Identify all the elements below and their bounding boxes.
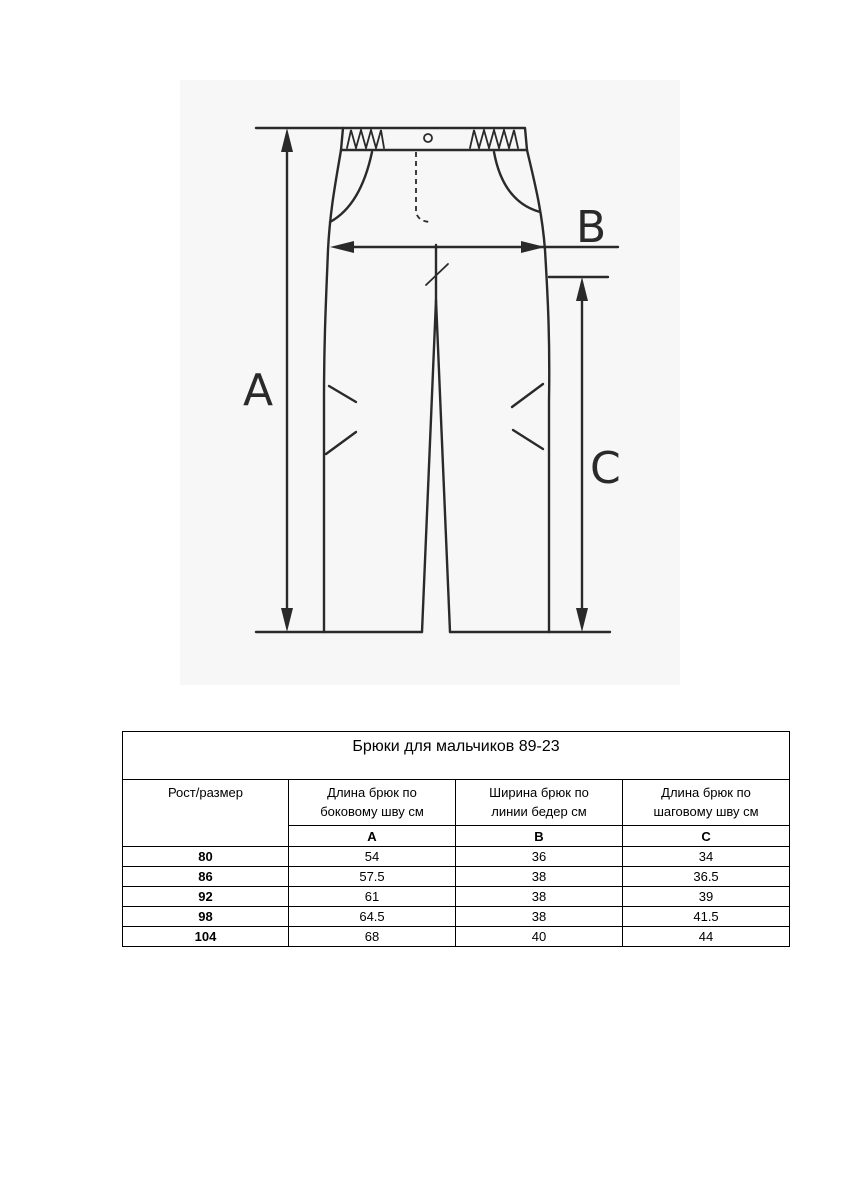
row-value-c: 36.5 xyxy=(623,867,790,887)
header-inseam-length xyxy=(623,780,790,826)
row-value-b: 36 xyxy=(456,847,623,867)
row-value-b: 38 xyxy=(456,867,623,887)
header-letter-b: B xyxy=(456,826,623,847)
row-value-b: 38 xyxy=(456,887,623,907)
header-hip-width-line1: Ширина брюк по xyxy=(489,785,589,800)
table-row xyxy=(123,927,790,947)
row-value-b: 38 xyxy=(456,907,623,927)
row-size: 98 xyxy=(123,907,289,927)
row-size: 80 xyxy=(123,847,289,867)
row-value-a: 61 xyxy=(289,887,456,907)
row-value-c: 39 xyxy=(623,887,790,907)
label-c: C xyxy=(590,443,621,494)
table-title-row xyxy=(123,732,790,780)
row-size: 104 xyxy=(123,927,289,947)
header-hip-width-line2: линии бедер см xyxy=(491,804,587,819)
row-size: 92 xyxy=(123,887,289,907)
row-size: 86 xyxy=(123,867,289,887)
label-b: B xyxy=(576,202,607,253)
header-letter-a: A xyxy=(289,826,456,847)
row-value-a: 64.5 xyxy=(289,907,456,927)
row-value-a: 68 xyxy=(289,927,456,947)
header-length-side-seam-line2: боковому шву см xyxy=(320,804,424,819)
header-inseam-length-line1: Длина брюк по xyxy=(661,785,751,800)
size-chart-table xyxy=(122,731,790,947)
header-hip-width xyxy=(456,780,623,826)
label-a: A xyxy=(243,365,274,416)
header-inseam-length-line2: шаговому шву см xyxy=(653,804,759,819)
table-row xyxy=(123,867,790,887)
header-size: Рост/размер xyxy=(123,780,289,847)
row-value-a: 57.5 xyxy=(289,867,456,887)
header-length-side-seam xyxy=(289,780,456,826)
row-value-b: 40 xyxy=(456,927,623,947)
table-row xyxy=(123,847,790,867)
table-header-row xyxy=(123,780,790,826)
row-value-a: 54 xyxy=(289,847,456,867)
row-value-c: 34 xyxy=(623,847,790,867)
header-length-side-seam-line1: Длина брюк по xyxy=(327,785,417,800)
table-row xyxy=(123,887,790,907)
row-value-c: 41.5 xyxy=(623,907,790,927)
row-value-c: 44 xyxy=(623,927,790,947)
table-row xyxy=(123,907,790,927)
header-letter-c: C xyxy=(623,826,790,847)
table-title: Брюки для мальчиков 89-23 xyxy=(123,732,790,780)
